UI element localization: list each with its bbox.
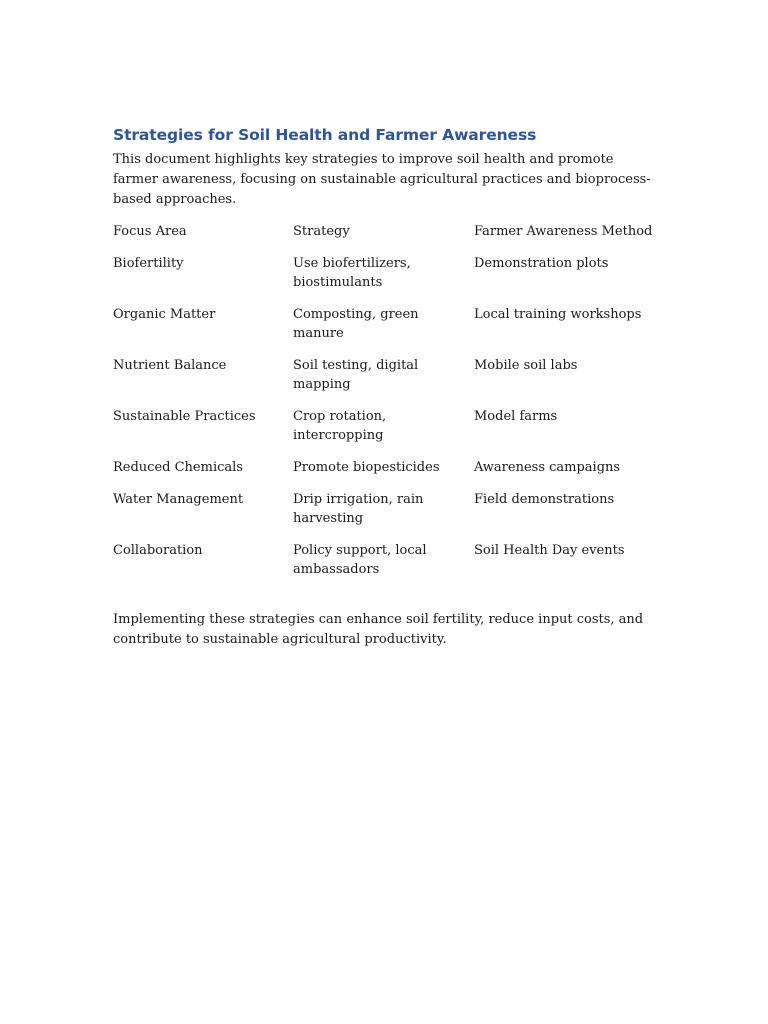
strategy-cell: Use biofertilizers, biostimulants (293, 256, 411, 290)
strategies-table (113, 222, 653, 592)
header-strategy: Strategy (293, 224, 350, 239)
awareness-method-cell: Local training workshops (474, 307, 642, 322)
awareness-method-cell: Mobile soil labs (474, 358, 578, 373)
awareness-method-cell: Model farms (474, 409, 558, 424)
strategy-cell: Policy support, local ambassadors (293, 543, 427, 577)
strategy-cell: Promote biopesticides (293, 460, 440, 475)
focus-area-cell: Biofertility (113, 256, 184, 271)
header-focus-area: Focus Area (113, 224, 187, 239)
table-row (113, 490, 653, 541)
table-row (113, 458, 653, 490)
strategy-cell: Soil testing, digital mapping (293, 358, 419, 392)
focus-area-cell: Organic Matter (113, 307, 216, 322)
awareness-method-cell: Demonstration plots (474, 256, 609, 271)
strategy-cell: Crop rotation, intercropping (293, 409, 387, 443)
conclusion-paragraph: Implementing these strategies can enhance soil fertility, reduce input costs, and contribute to sustainable agricultural productivity. (113, 612, 644, 647)
awareness-method-cell: Awareness campaigns (474, 460, 621, 475)
focus-area-cell: Collaboration (113, 543, 203, 558)
header-awareness-method: Farmer Awareness Method (474, 224, 653, 239)
document-title: Strategies for Soil Health and Farmer Awareness (113, 126, 537, 144)
table-row (113, 541, 653, 592)
awareness-method-cell: Field demonstrations (474, 492, 615, 507)
focus-area-cell: Water Management (113, 492, 244, 507)
table-row (113, 356, 653, 407)
strategy-cell: Composting, green manure (293, 307, 419, 341)
table-row (113, 305, 653, 356)
document-page (113, 124, 673, 650)
awareness-method-cell: Soil Health Day events (474, 543, 625, 558)
table-row (113, 254, 653, 305)
table-row (113, 407, 653, 458)
strategy-cell: Drip irrigation, rain harvesting (293, 492, 424, 526)
table-header-row (113, 222, 653, 254)
focus-area-cell: Sustainable Practices (113, 409, 256, 424)
focus-area-cell: Nutrient Balance (113, 358, 227, 373)
focus-area-cell: Reduced Chemicals (113, 460, 243, 475)
intro-paragraph: This document highlights key strategies to improve soil health and promote farmer awareness, focusing on sustainable agricultural practices and bioprocess-based approaches. (113, 152, 651, 207)
